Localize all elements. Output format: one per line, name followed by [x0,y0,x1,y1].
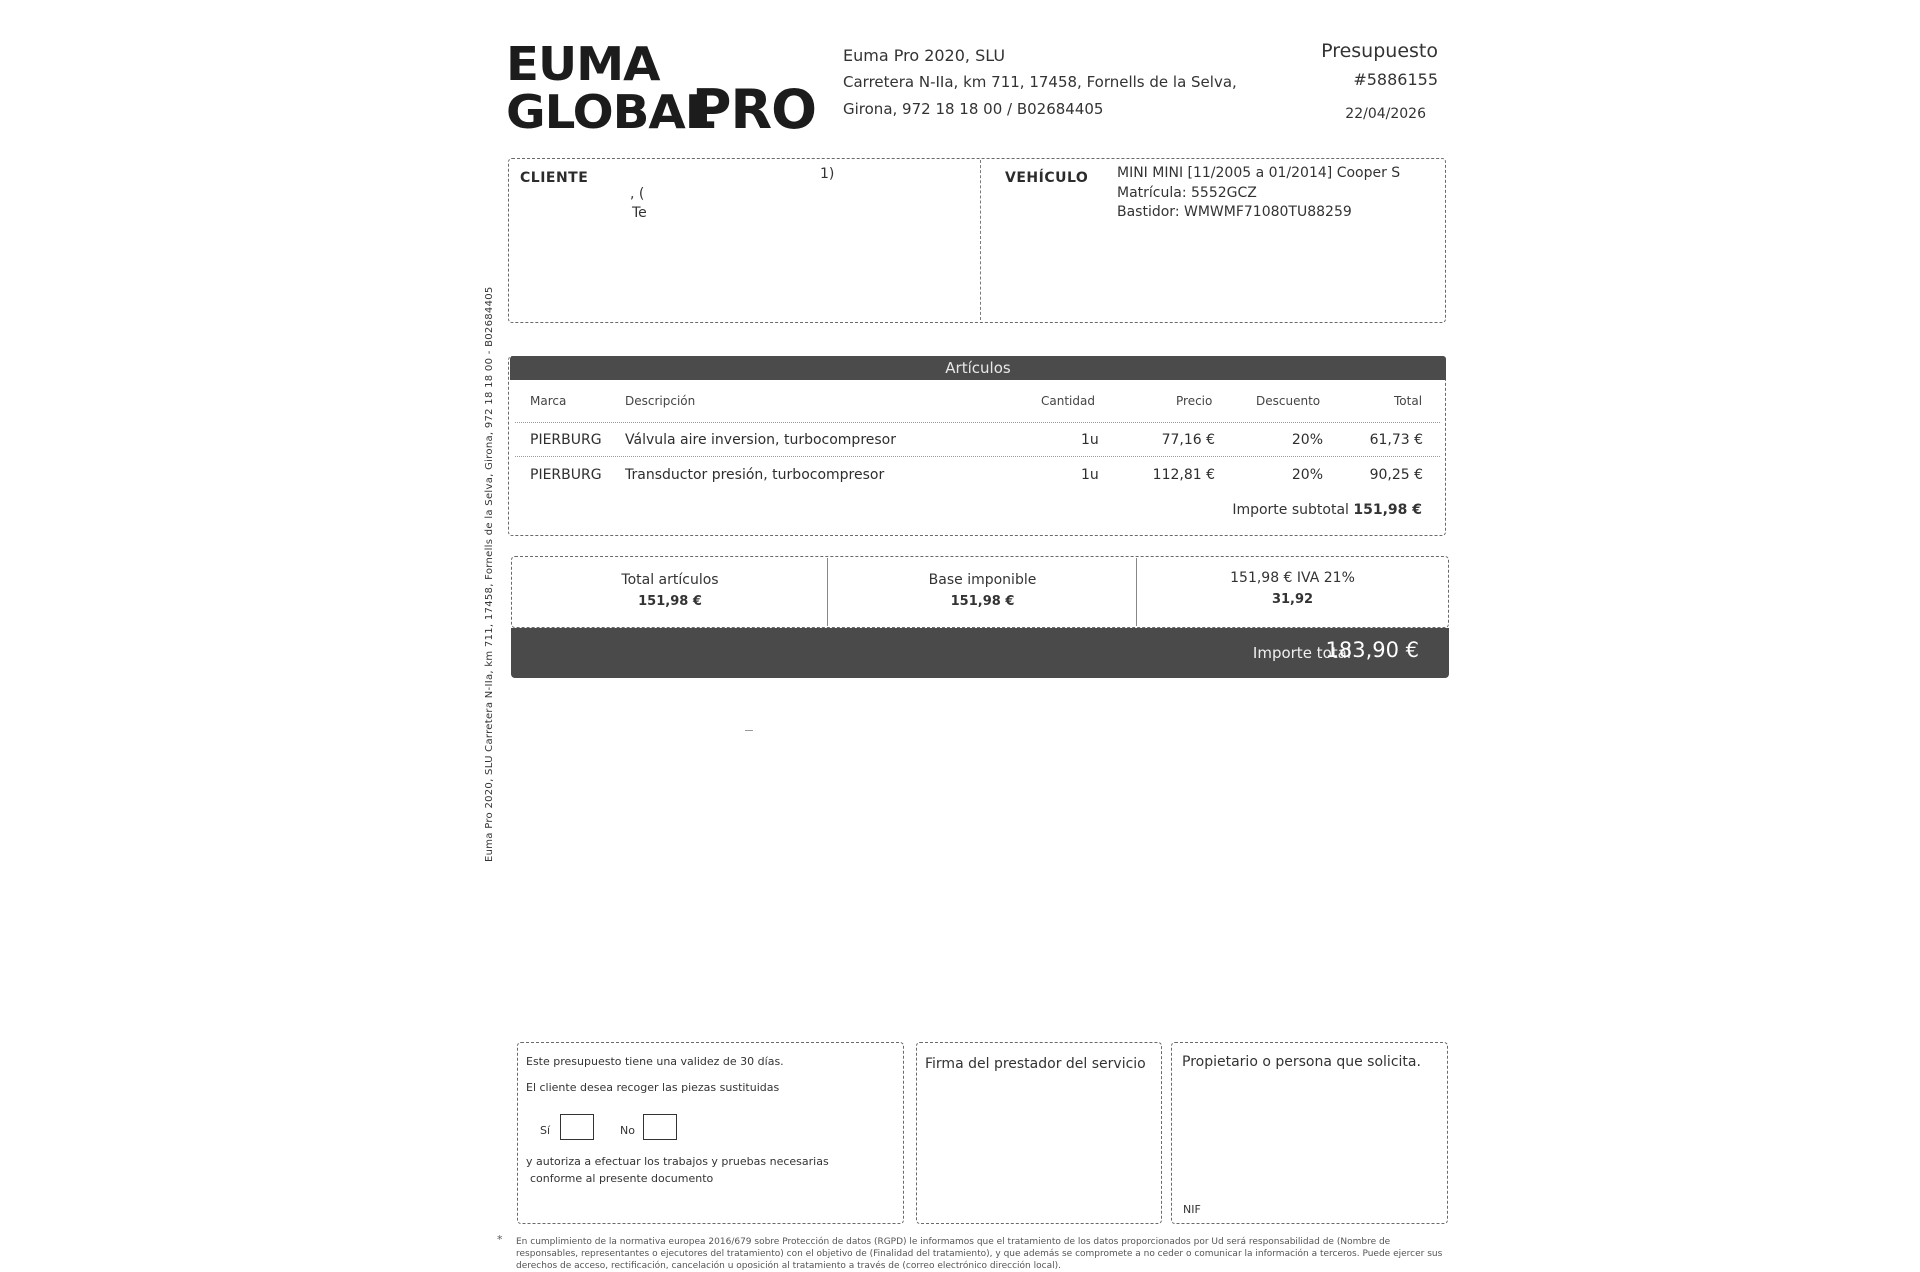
company-address-line1: Carretera N-IIa, km 711, 17458, Fornells de la Selva, [843,73,1237,91]
cell-cantidad: 1u [1081,467,1099,483]
document-type: Presupuesto [1321,40,1438,62]
col-header-descuento: Descuento [1256,394,1321,408]
col-header-cantidad: Cantidad [1041,394,1095,408]
vehicle-model: MINI MINI [11/2005 a 01/2014] Cooper S [1117,165,1401,181]
logo-text-bottom: PRO [691,78,816,141]
subtotal-value: 151,98 € [1353,502,1422,518]
vehicle-vin: Bastidor: WMWMF71080TU88259 [1117,204,1352,220]
col-header-precio: Precio [1176,394,1213,408]
no-checkbox[interactable] [643,1114,677,1140]
provider-signature-title: Firma del prestador del servicio [925,1056,1146,1072]
cell-precio: 112,81 € [1152,467,1215,483]
col-header-total: Total [1394,394,1423,408]
document-number: #5886155 [1353,70,1438,89]
legal-notice: En cumplimiento de la normativa europea 2016/679 sobre Protección de datos (RGPD) le informamos que el tratamiento de los datos proporcionados por Ud será responsabilidad de (Nombre de responsables, representantes o ejecutores del tratamiento) con el objetivo de (Finalidad del tratamiento), y que además se compromete a no ceder o comunicar la información a terceros. Puede ejercer sus derechos de acceso, rectificación, cancelación u oposición al tratamiento a través de (correo electrónico dirección local). [516,1237,1443,1271]
company-name: Euma Pro 2020, SLU [843,46,1006,65]
cell-marca: PIERBURG [530,467,602,483]
base-imponible-value: 151,98 € [950,594,1015,609]
importe-total-value: 183,90 € [1325,638,1419,662]
iva [1138,570,1447,607]
legal-mark: * [497,1233,503,1246]
total-articulos-value: 151,98 € [638,594,702,609]
company-logo [506,37,816,141]
company-info [843,42,1237,123]
cell-descripcion: Transductor presión, turbocompresor [625,467,885,483]
importe-total-bar [511,628,1449,678]
logo-text-top: EUMA GLOBAL [506,37,715,139]
cell-descripcion: Válvula aire inversion, turbocompresor [625,432,896,448]
row-separator [515,422,1440,423]
cell-total: 90,25 € [1369,467,1423,483]
authorize-text-2: conforme al presente documento [530,1172,714,1185]
cell-total: 61,73 € [1369,432,1423,448]
cell-descuento: 20% [1291,432,1323,448]
subtotal [1232,502,1422,518]
subtotal-label: Importe subtotal [1232,502,1349,518]
articles-title: Artículos [510,356,1446,380]
client-vehicle-box [508,158,1446,323]
nif-label: NIF [1183,1203,1201,1216]
total-articulos-label: Total artículos [621,572,719,588]
importe-total-label: Importe total [1252,644,1351,662]
scan-mark [745,730,753,731]
si-checkbox[interactable] [560,1114,594,1140]
no-label: No [620,1124,635,1137]
owner-signature-title: Propietario o persona que solicita. [1182,1054,1421,1070]
col-header-descripcion: Descripción [625,394,696,408]
vehicle-label: VEHÍCULO [1005,170,1089,186]
document-date: 22/04/2026 [1345,106,1426,122]
client-label: CLIENTE [520,170,589,186]
validity-text: Este presupuesto tiene una validez de 30 días. [526,1055,784,1068]
company-address-line2: Girona, 972 18 18 00 / B02684405 [843,100,1104,118]
row-separator [515,456,1440,457]
si-label: Sí [540,1124,551,1137]
base-imponible [829,572,1136,609]
vehicle-plate: Matrícula: 5552GCZ [1117,185,1257,201]
side-company-text: Euma Pro 2020, SLU Carretera N-IIa, km 711, 17458, Fornells de la Selva, Girona, 972 18 18 00 - B02684405 [484,286,495,862]
iva-label: 151,98 € IVA 21% [1230,570,1355,586]
totals-divider [1136,558,1137,626]
col-header-marca: Marca [530,394,567,408]
total-articulos [513,572,827,609]
authorize-text-1: y autoriza a efectuar los trabajos y pruebas necesarias [526,1155,829,1168]
pieces-text: El cliente desea recoger las piezas sustituidas [526,1081,780,1094]
base-imponible-label: Base imponible [928,572,1037,588]
iva-value: 31,92 [1271,592,1314,607]
cell-marca: PIERBURG [530,432,602,448]
cell-precio: 77,16 € [1161,432,1215,448]
client-fragment-comma: , ( [630,186,645,202]
client-vehicle-divider [980,160,981,320]
totals-divider [827,558,828,626]
client-fragment-te: Te [632,205,647,221]
cell-descuento: 20% [1291,467,1323,483]
client-fragment-paren: 1) [820,166,835,182]
cell-cantidad: 1u [1081,432,1099,448]
